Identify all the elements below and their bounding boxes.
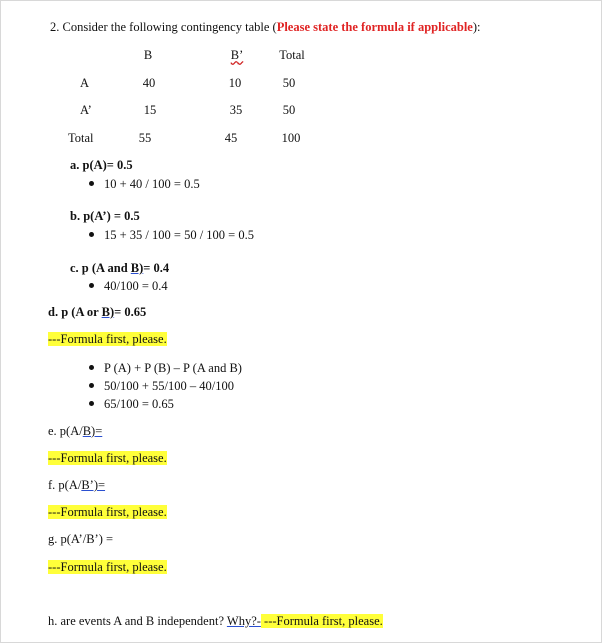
row-label-a: A bbox=[80, 76, 90, 90]
part-c-bullet: 40/100 = 0.4 bbox=[89, 279, 168, 294]
bullet-icon bbox=[89, 181, 94, 186]
part-d-link: B) bbox=[101, 305, 115, 319]
part-a-bullet: 10 + 40 / 100 = 0.5 bbox=[89, 177, 200, 192]
bullet-icon bbox=[89, 365, 94, 370]
part-h-note: ---Formula first, please. bbox=[260, 614, 383, 628]
part-h-link: Why?- bbox=[226, 614, 261, 628]
col-header-total: Total bbox=[279, 48, 305, 62]
question-heading: 2. Consider the following contingency table (Please state the formula if applicable): bbox=[50, 20, 481, 34]
part-b-title: b. p(A’) = 0.5 bbox=[70, 209, 140, 223]
part-f-link: B’)= bbox=[81, 478, 106, 492]
cell-total-b: 55 bbox=[138, 131, 152, 145]
part-g-note: ---Formula first, please. bbox=[48, 560, 167, 574]
part-d-bullet-2: 50/100 + 55/100 – 40/100 bbox=[89, 379, 234, 394]
part-d-bullet-1: P (A) + P (B) – P (A and B) bbox=[89, 361, 242, 376]
bullet-icon bbox=[89, 401, 94, 406]
bullet-icon bbox=[89, 283, 94, 288]
part-e-note: ---Formula first, please. bbox=[48, 451, 167, 465]
part-c-link: B) bbox=[130, 261, 144, 275]
part-a-title: a. p(A)= 0.5 bbox=[70, 158, 133, 172]
cell-aprime-total: 50 bbox=[282, 103, 296, 117]
cell-total-bprime: 45 bbox=[224, 131, 238, 145]
cell-a-bprime: 10 bbox=[228, 76, 242, 90]
part-h-title: h. are events A and B independent? Why?- ---Formula first, please. bbox=[48, 614, 383, 628]
bullet-icon bbox=[89, 232, 94, 237]
cell-a-b: 40 bbox=[142, 76, 156, 90]
bullet-icon bbox=[89, 383, 94, 388]
row-label-a-prime: A’ bbox=[80, 103, 92, 117]
row-label-total: Total bbox=[68, 131, 94, 145]
part-b-bullet: 15 + 35 / 100 = 50 / 100 = 0.5 bbox=[89, 228, 254, 243]
col-header-b-prime: B’ bbox=[230, 48, 244, 62]
part-e-title: e. p(A/B)= bbox=[48, 424, 103, 438]
part-f-note: ---Formula first, please. bbox=[48, 505, 167, 519]
part-e-link: B)= bbox=[82, 424, 103, 438]
part-d-title: d. p (A or B)= 0.65 bbox=[48, 305, 147, 319]
cell-aprime-b: 15 bbox=[143, 103, 157, 117]
part-g-title: g. p(A’/B’) = bbox=[48, 532, 114, 546]
part-d-bullet-3: 65/100 = 0.65 bbox=[89, 397, 174, 412]
cell-total-total: 100 bbox=[281, 131, 301, 145]
part-c-title: c. p (A and B)= 0.4 bbox=[70, 261, 170, 275]
question-emphasis: Please state the formula if applicable bbox=[276, 20, 473, 34]
col-header-b: B bbox=[143, 48, 153, 62]
cell-aprime-bprime: 35 bbox=[229, 103, 243, 117]
part-f-title: f. p(A/B’)= bbox=[48, 478, 106, 492]
cell-a-total: 50 bbox=[282, 76, 296, 90]
part-d-note: ---Formula first, please. bbox=[48, 332, 167, 346]
